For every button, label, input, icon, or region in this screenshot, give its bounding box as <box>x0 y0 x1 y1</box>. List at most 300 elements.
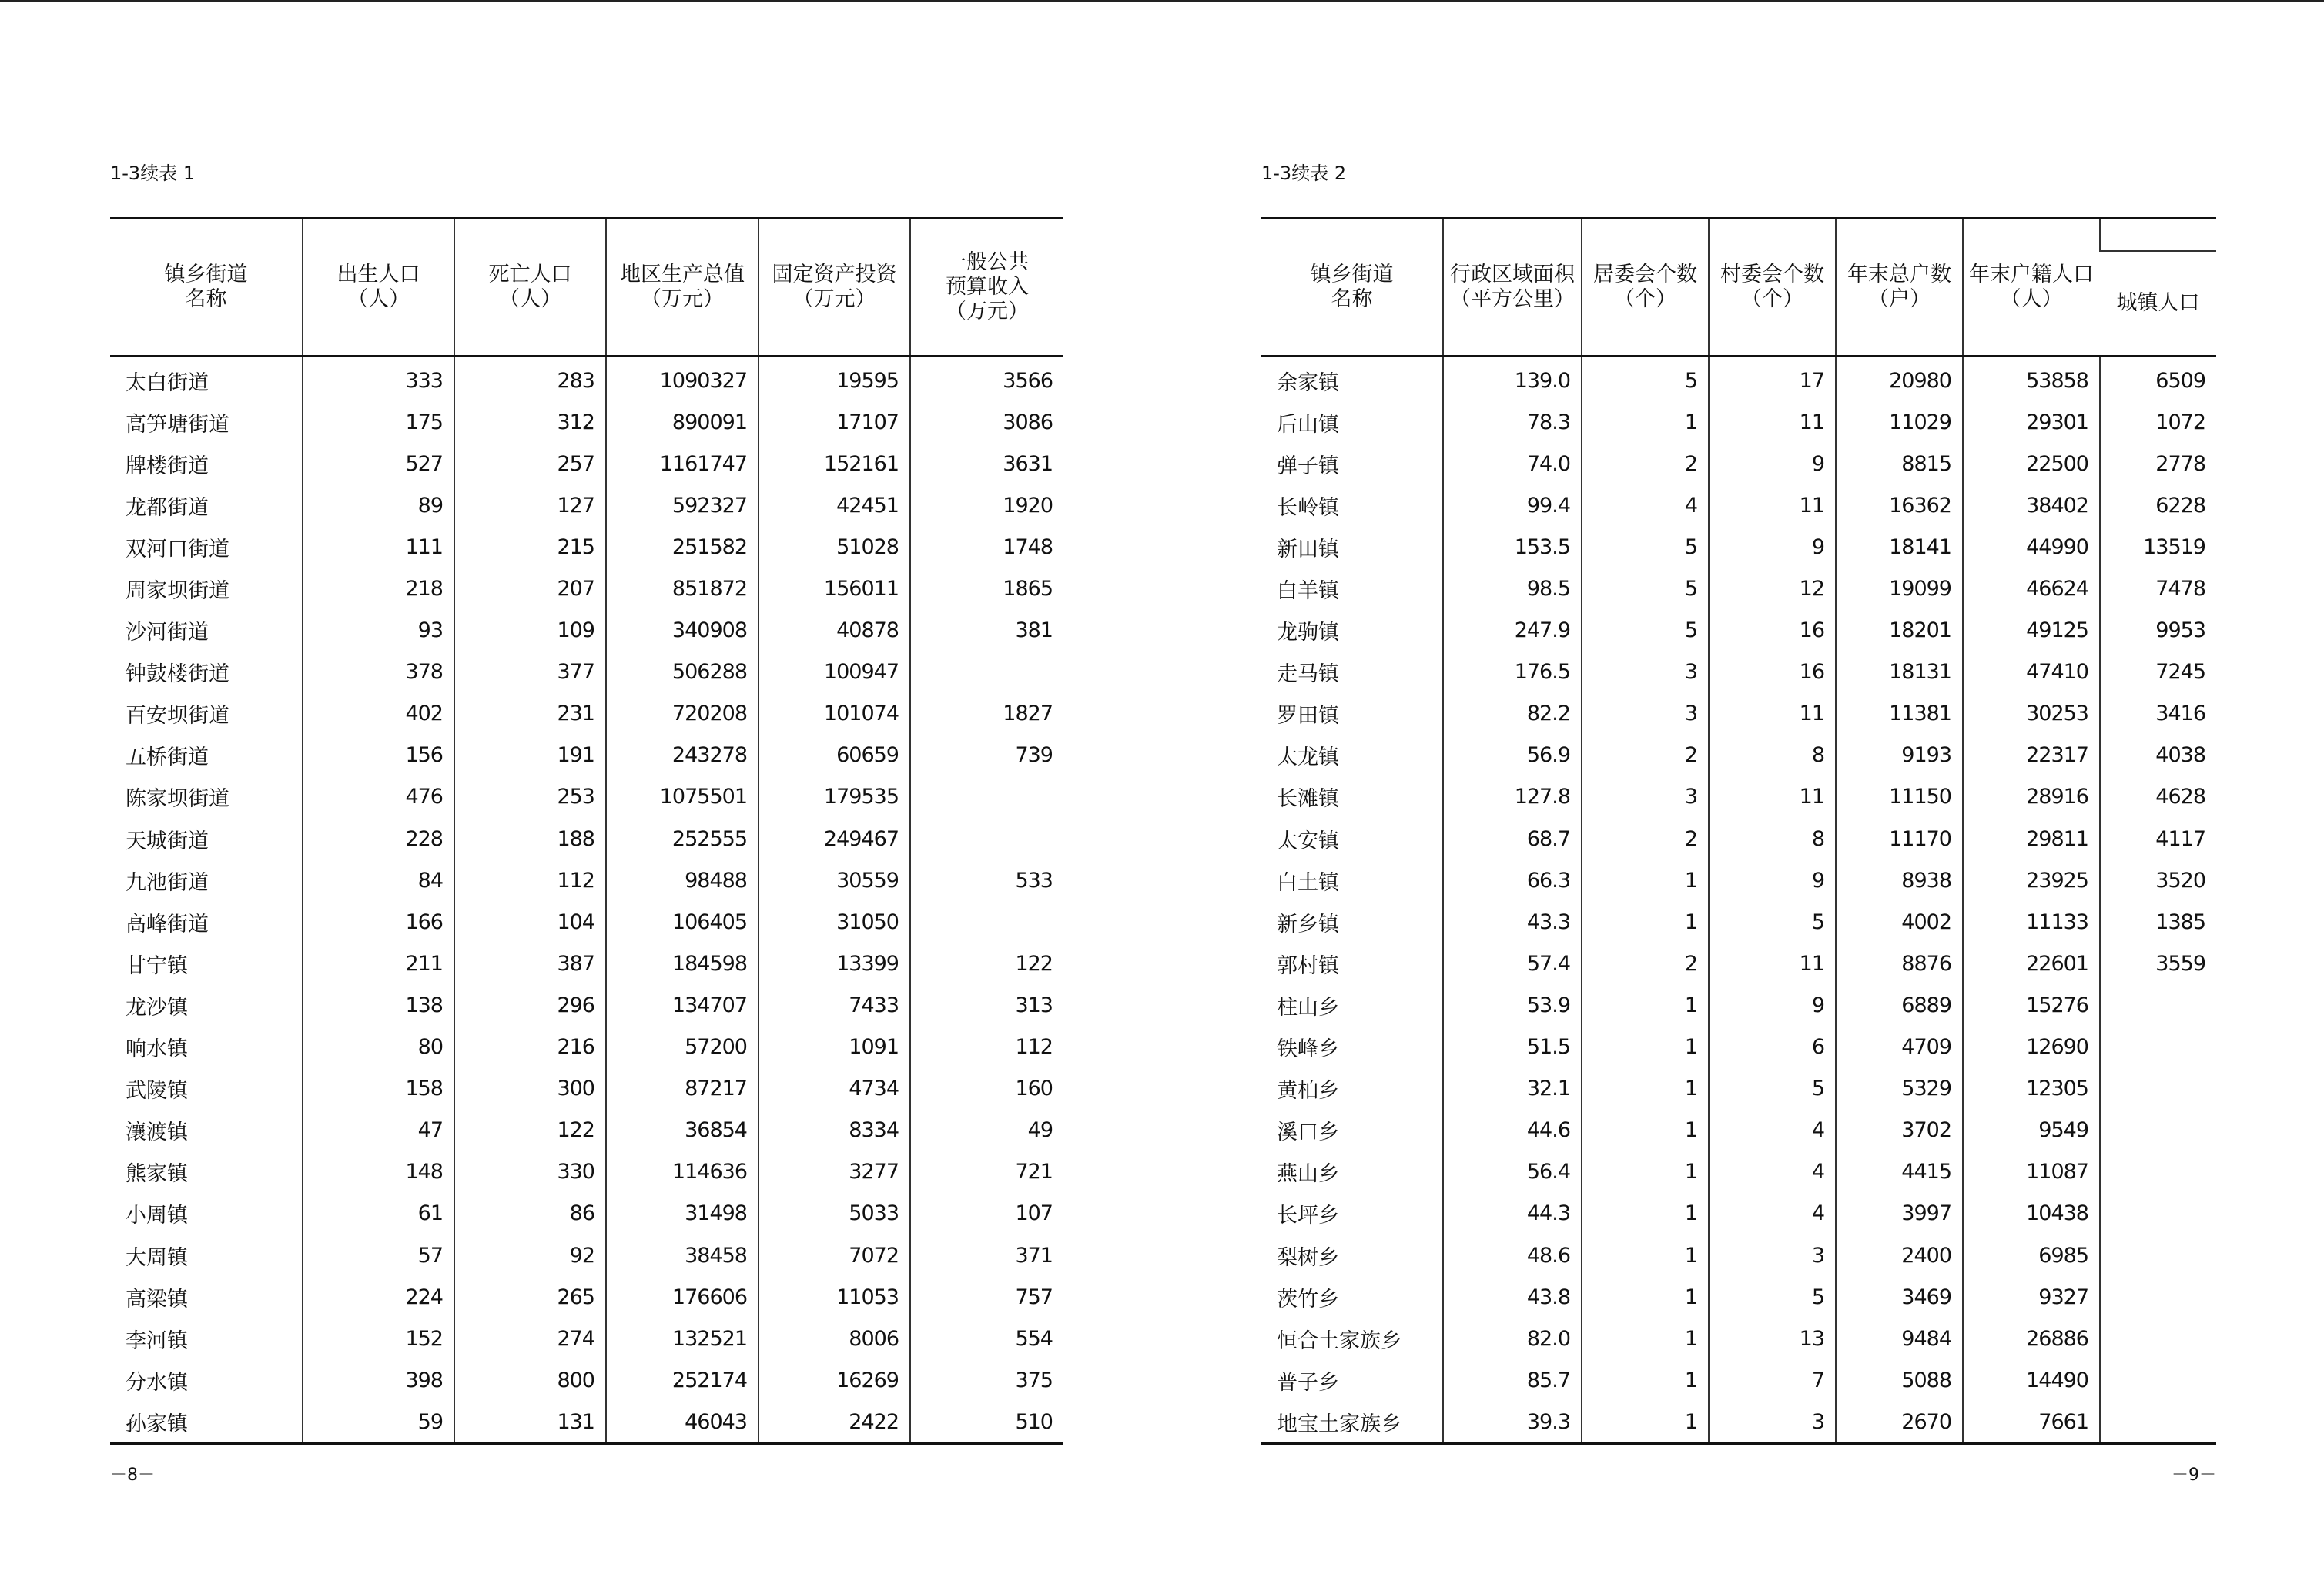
row-name-cell: 罗田镇 <box>1277 704 1339 729</box>
value-cell: 12 <box>1709 568 1836 609</box>
value-cell: 249467 <box>758 818 910 859</box>
table-row <box>110 1068 1063 1110</box>
value-cell: 15276 <box>1963 984 2100 1026</box>
value-cell: 160 <box>910 1068 1063 1110</box>
row-name-cell: 恒合土家族乡 <box>1277 1328 1401 1353</box>
value-cell: 1920 <box>910 484 1063 526</box>
value-cell: 5 <box>1709 1068 1836 1110</box>
value-cell <box>2100 1027 2216 1068</box>
value-cell: 11133 <box>1963 901 2100 943</box>
value-cell: 109 <box>454 610 606 652</box>
value-cell <box>910 901 1063 943</box>
row-name-cell: 白羊镇 <box>1277 579 1339 604</box>
value-cell: 53.9 <box>1443 984 1582 1026</box>
value-cell: 2 <box>1582 443 1709 484</box>
table-row <box>1261 1359 2216 1401</box>
value-cell: 1 <box>1582 1027 1709 1068</box>
value-cell: 92 <box>454 1235 606 1276</box>
value-cell: 5 <box>1582 610 1709 652</box>
value-cell: 3469 <box>1836 1276 1963 1318</box>
value-cell: 5033 <box>758 1193 910 1235</box>
value-cell: 51.5 <box>1443 1027 1582 1068</box>
value-cell: 104 <box>454 901 606 943</box>
value-cell: 98.5 <box>1443 568 1582 609</box>
value-cell: 166 <box>303 901 454 943</box>
value-cell: 12305 <box>1963 1068 2100 1110</box>
value-cell: 49 <box>910 1110 1063 1151</box>
value-cell: 16 <box>1709 610 1836 652</box>
column-header <box>454 219 606 357</box>
value-cell: 5 <box>1582 356 1709 401</box>
value-cell: 36854 <box>606 1110 758 1151</box>
value-cell: 1 <box>1582 401 1709 443</box>
value-cell: 112 <box>454 859 606 901</box>
value-cell: 158 <box>303 1068 454 1110</box>
value-cell <box>2100 984 2216 1026</box>
column-header-line: 镇乡街道 <box>1310 263 1394 286</box>
value-cell: 13399 <box>758 943 910 984</box>
value-cell: 38402 <box>1963 484 2100 526</box>
value-cell: 3086 <box>910 401 1063 443</box>
row-name-cell: 瀼渡镇 <box>126 1121 188 1145</box>
value-cell: 265 <box>454 1276 606 1318</box>
value-cell: 4628 <box>2100 776 2216 818</box>
column-header-line: 年末户籍人口 <box>1969 263 2094 286</box>
value-cell: 9 <box>1709 859 1836 901</box>
value-cell: 188 <box>454 818 606 859</box>
value-cell: 29811 <box>1963 818 2100 859</box>
value-cell: 11 <box>1709 693 1836 735</box>
value-cell: 68.7 <box>1443 818 1582 859</box>
row-name-cell: 郭村镇 <box>1277 953 1339 978</box>
value-cell: 8815 <box>1836 443 1963 484</box>
row-name-cell: 大周镇 <box>126 1245 188 1270</box>
table-row <box>110 401 1063 443</box>
row-name-cell: 高峰街道 <box>126 912 209 936</box>
value-cell: 381 <box>910 610 1063 652</box>
value-cell: 252174 <box>606 1359 758 1401</box>
statistics-table-right <box>1261 217 2216 1445</box>
value-cell: 53858 <box>1963 356 2100 401</box>
column-header-urban-population: 城镇人口 <box>2100 251 2216 356</box>
value-cell: 47410 <box>1963 652 2100 693</box>
value-cell: 1 <box>1582 1068 1709 1110</box>
row-name-cell: 弹子镇 <box>1277 454 1339 478</box>
row-name-cell: 武陵镇 <box>126 1079 188 1104</box>
value-cell: 207 <box>454 568 606 609</box>
value-cell: 82.2 <box>1443 693 1582 735</box>
value-cell: 253 <box>454 776 606 818</box>
statistics-table-left <box>110 217 1063 1445</box>
value-cell: 4 <box>1709 1110 1836 1151</box>
value-cell: 247.9 <box>1443 610 1582 652</box>
value-cell: 57 <box>303 1235 454 1276</box>
value-cell: 1072 <box>2100 401 2216 443</box>
value-cell: 3566 <box>910 356 1063 401</box>
value-cell: 9327 <box>1963 1276 2100 1318</box>
table-row <box>1261 1027 2216 1068</box>
value-cell: 8876 <box>1836 943 1963 984</box>
value-cell: 3416 <box>2100 693 2216 735</box>
value-cell: 11029 <box>1836 401 1963 443</box>
value-cell: 107 <box>910 1193 1063 1235</box>
value-cell: 66.3 <box>1443 859 1582 901</box>
value-cell: 49125 <box>1963 610 2100 652</box>
row-name-cell: 走马镇 <box>1277 662 1339 687</box>
value-cell: 85.7 <box>1443 1359 1582 1401</box>
table-row <box>1261 443 2216 484</box>
row-name-cell: 太龙镇 <box>1277 745 1339 770</box>
value-cell: 9484 <box>1836 1318 1963 1359</box>
value-cell: 51028 <box>758 526 910 568</box>
row-name-cell: 龙都街道 <box>126 495 209 520</box>
value-cell: 14490 <box>1963 1359 2100 1401</box>
value-cell: 800 <box>454 1359 606 1401</box>
table-row <box>1261 1068 2216 1110</box>
value-cell: 9 <box>1709 984 1836 1026</box>
value-cell: 132521 <box>606 1318 758 1359</box>
row-name-cell: 地宝土家族乡 <box>1261 1401 1443 1444</box>
row-name-cell: 百安坝街道 <box>126 704 229 729</box>
row-name-cell: 白土镇 <box>1277 870 1339 895</box>
value-cell <box>910 818 1063 859</box>
value-cell: 890091 <box>606 401 758 443</box>
value-cell: 11170 <box>1836 818 1963 859</box>
value-cell: 592327 <box>606 484 758 526</box>
value-cell: 6 <box>1709 1027 1836 1068</box>
value-cell: 80 <box>303 1027 454 1068</box>
row-name-cell: 茨竹乡 <box>1277 1287 1339 1312</box>
value-cell: 5 <box>1709 901 1836 943</box>
value-cell: 22500 <box>1963 443 2100 484</box>
table-row <box>1261 1151 2216 1193</box>
row-name-cell: 溪口乡 <box>1277 1121 1339 1145</box>
column-header-line: （万元） <box>792 287 876 311</box>
value-cell: 2778 <box>2100 443 2216 484</box>
value-cell: 251582 <box>606 526 758 568</box>
value-cell: 139.0 <box>1443 356 1582 401</box>
value-cell: 20980 <box>1836 356 1963 401</box>
value-cell: 283 <box>454 356 606 401</box>
column-header <box>303 219 454 357</box>
row-name-cell: 天城街道 <box>126 829 209 853</box>
value-cell: 1865 <box>910 568 1063 609</box>
column-header-line: （个） <box>1614 287 1676 311</box>
table-row <box>1261 776 2216 818</box>
value-cell: 5329 <box>1836 1068 1963 1110</box>
value-cell <box>2100 1068 2216 1110</box>
value-cell: 1075501 <box>606 776 758 818</box>
row-name-cell: 熊家镇 <box>126 1162 188 1187</box>
value-cell: 46624 <box>1963 568 2100 609</box>
value-cell: 153.5 <box>1443 526 1582 568</box>
value-cell: 402 <box>303 693 454 735</box>
value-cell: 122 <box>910 943 1063 984</box>
column-header <box>1963 219 2100 357</box>
value-cell: 11087 <box>1963 1151 2100 1193</box>
value-cell: 9 <box>1709 443 1836 484</box>
row-name-cell: 高梁镇 <box>126 1287 188 1312</box>
column-header <box>1582 219 1709 357</box>
value-cell: 257 <box>454 443 606 484</box>
value-cell: 8006 <box>758 1318 910 1359</box>
value-cell: 23925 <box>1963 859 2100 901</box>
column-header-line: 居委会个数 <box>1593 263 1697 286</box>
column-header-line: （个） <box>1741 287 1803 311</box>
row-name-cell: 长坪乡 <box>1277 1204 1339 1228</box>
value-cell: 26886 <box>1963 1318 2100 1359</box>
table-row <box>110 610 1063 652</box>
value-cell: 9 <box>1709 526 1836 568</box>
value-cell: 93 <box>303 610 454 652</box>
value-cell: 8 <box>1709 818 1836 859</box>
value-cell: 16362 <box>1836 484 1963 526</box>
column-header-line: 村委会个数 <box>1720 263 1824 286</box>
table-row <box>1261 610 2216 652</box>
top-border <box>0 0 2324 2</box>
value-cell: 721 <box>910 1151 1063 1193</box>
table-row <box>1261 818 2216 859</box>
value-cell: 11053 <box>758 1276 910 1318</box>
column-header-line: 预算收入 <box>946 275 1029 299</box>
value-cell <box>2100 1359 2216 1401</box>
value-cell: 61 <box>303 1193 454 1235</box>
table-row <box>1261 1110 2216 1151</box>
value-cell: 112 <box>910 1027 1063 1068</box>
column-header-line: （平方公里） <box>1450 287 1575 311</box>
value-cell <box>2100 1193 2216 1235</box>
value-cell: 114636 <box>606 1151 758 1193</box>
value-cell: 3 <box>1709 1401 1836 1444</box>
value-cell: 216 <box>454 1027 606 1068</box>
value-cell: 4038 <box>2100 735 2216 776</box>
value-cell: 7245 <box>2100 652 2216 693</box>
value-cell: 313 <box>910 984 1063 1026</box>
value-cell: 2670 <box>1836 1401 1963 1444</box>
value-cell: 1 <box>1582 1151 1709 1193</box>
value-cell: 40878 <box>758 610 910 652</box>
value-cell: 47 <box>303 1110 454 1151</box>
table-header-row <box>1261 219 2216 252</box>
value-cell: 2 <box>1582 943 1709 984</box>
table-row <box>110 652 1063 693</box>
value-cell: 8 <box>1709 735 1836 776</box>
table-row <box>1261 568 2216 609</box>
value-cell: 10438 <box>1963 1193 2100 1235</box>
table-row <box>1261 356 2216 401</box>
value-cell: 3702 <box>1836 1110 1963 1151</box>
value-cell: 4117 <box>2100 818 2216 859</box>
value-cell: 28916 <box>1963 776 2100 818</box>
value-cell <box>910 652 1063 693</box>
value-cell: 4002 <box>1836 901 1963 943</box>
column-header <box>1836 219 1963 357</box>
table-row <box>1261 1276 2216 1318</box>
row-name-cell: 新田镇 <box>1277 537 1339 561</box>
table-row <box>110 526 1063 568</box>
row-name-cell: 余家镇 <box>1277 370 1339 395</box>
value-cell: 224 <box>303 1276 454 1318</box>
value-cell: 44.3 <box>1443 1193 1582 1235</box>
row-name-cell: 后山镇 <box>1277 412 1339 437</box>
value-cell: 44990 <box>1963 526 2100 568</box>
value-cell: 527 <box>303 443 454 484</box>
value-cell: 152161 <box>758 443 910 484</box>
value-cell <box>2100 1401 2216 1444</box>
value-cell: 6985 <box>1963 1235 2100 1276</box>
value-cell: 7433 <box>758 984 910 1026</box>
table-row <box>1261 735 2216 776</box>
value-cell: 312 <box>454 401 606 443</box>
value-cell: 11150 <box>1836 776 1963 818</box>
value-cell: 16 <box>1709 652 1836 693</box>
value-cell: 131 <box>454 1401 606 1444</box>
column-header-line: 固定资产投资 <box>772 263 897 286</box>
value-cell: 39.3 <box>1443 1401 1582 1444</box>
table-row <box>110 1151 1063 1193</box>
table-row <box>110 1318 1063 1359</box>
value-cell: 59 <box>303 1401 454 1444</box>
value-cell: 2422 <box>758 1401 910 1444</box>
value-cell: 89 <box>303 484 454 526</box>
value-cell: 56.4 <box>1443 1151 1582 1193</box>
value-cell: 86 <box>454 1193 606 1235</box>
column-header <box>606 219 758 357</box>
row-name-cell: 五桥街道 <box>126 745 209 770</box>
value-cell: 274 <box>454 1318 606 1359</box>
column-header-line: 出生人口 <box>337 263 420 286</box>
table-row <box>110 356 1063 401</box>
row-name-cell: 双河口街道 <box>126 537 229 561</box>
value-cell: 98488 <box>606 859 758 901</box>
value-cell: 60659 <box>758 735 910 776</box>
table-row <box>1261 1318 2216 1359</box>
value-cell: 4 <box>1582 484 1709 526</box>
value-cell: 106405 <box>606 901 758 943</box>
value-cell: 127 <box>454 484 606 526</box>
value-cell: 3277 <box>758 1151 910 1193</box>
value-cell: 31498 <box>606 1193 758 1235</box>
value-cell: 533 <box>910 859 1063 901</box>
value-cell: 43.8 <box>1443 1276 1582 1318</box>
value-cell: 252555 <box>606 818 758 859</box>
value-cell: 300 <box>454 1068 606 1110</box>
value-cell: 1 <box>1582 984 1709 1026</box>
value-cell <box>2100 1151 2216 1193</box>
value-cell: 100947 <box>758 652 910 693</box>
value-cell: 156 <box>303 735 454 776</box>
value-cell: 78.3 <box>1443 401 1582 443</box>
value-cell: 11 <box>1709 484 1836 526</box>
value-cell: 57.4 <box>1443 943 1582 984</box>
column-header-line: 一般公共 <box>946 250 1029 274</box>
value-cell: 1 <box>1582 1359 1709 1401</box>
page-number: －8－ <box>110 1466 155 1485</box>
row-name-cell: 黄柏乡 <box>1277 1079 1339 1104</box>
value-cell <box>2100 1235 2216 1276</box>
value-cell: 11 <box>1709 776 1836 818</box>
table-row <box>1261 401 2216 443</box>
value-cell: 4734 <box>758 1068 910 1110</box>
value-cell: 11 <box>1709 943 1836 984</box>
table-row <box>1261 693 2216 735</box>
value-cell: 5 <box>1709 1276 1836 1318</box>
value-cell: 99.4 <box>1443 484 1582 526</box>
value-cell: 3 <box>1582 652 1709 693</box>
value-cell: 1 <box>1582 1193 1709 1235</box>
table-row <box>110 984 1063 1026</box>
value-cell: 184598 <box>606 943 758 984</box>
table-row <box>1261 1401 2216 1444</box>
value-cell: 1 <box>1582 1401 1709 1444</box>
row-name-cell: 九池街道 <box>126 870 209 895</box>
row-name-cell: 铁峰乡 <box>1277 1037 1339 1062</box>
table-row <box>1261 526 2216 568</box>
table-row <box>110 1359 1063 1401</box>
value-cell: 6228 <box>2100 484 2216 526</box>
row-name-cell: 梨树乡 <box>1277 1245 1339 1270</box>
row-name-cell: 周家坝街道 <box>126 579 229 604</box>
value-cell: 7 <box>1709 1359 1836 1401</box>
value-cell: 152 <box>303 1318 454 1359</box>
column-header-line: 地区生产总值 <box>620 263 745 286</box>
value-cell: 757 <box>910 1276 1063 1318</box>
column-header-line: （人） <box>347 287 410 311</box>
row-name-cell: 普子乡 <box>1277 1370 1339 1395</box>
row-name-cell: 长岭镇 <box>1277 495 1339 520</box>
value-cell: 720208 <box>606 693 758 735</box>
value-cell: 1 <box>1582 1276 1709 1318</box>
table-row <box>110 1235 1063 1276</box>
value-cell <box>910 776 1063 818</box>
value-cell: 4415 <box>1836 1151 1963 1193</box>
column-header-line: （人） <box>499 287 561 311</box>
value-cell: 1 <box>1582 901 1709 943</box>
table-row <box>1261 984 2216 1026</box>
value-cell: 9953 <box>2100 610 2216 652</box>
column-header-line: 名称 <box>1331 287 1373 311</box>
value-cell: 7661 <box>1963 1401 2100 1444</box>
row-name-cell: 长滩镇 <box>1277 787 1339 812</box>
value-cell: 84 <box>303 859 454 901</box>
column-header <box>758 219 910 357</box>
table-header-row <box>110 219 1063 357</box>
value-cell: 43.3 <box>1443 901 1582 943</box>
row-name-cell: 牌楼街道 <box>126 454 209 478</box>
value-cell: 1385 <box>2100 901 2216 943</box>
value-cell: 371 <box>910 1235 1063 1276</box>
value-cell: 333 <box>303 356 454 401</box>
table-row <box>1261 1235 2216 1276</box>
value-cell: 218 <box>303 568 454 609</box>
value-cell <box>2100 1110 2216 1151</box>
column-group-header <box>2100 219 2216 252</box>
row-name-cell: 新乡镇 <box>1277 912 1339 936</box>
row-name-cell: 孙家镇 <box>110 1401 303 1444</box>
value-cell: 191 <box>454 735 606 776</box>
value-cell: 7478 <box>2100 568 2216 609</box>
table-row <box>1261 859 2216 901</box>
value-cell: 476 <box>303 776 454 818</box>
value-cell: 375 <box>910 1359 1063 1401</box>
table-row <box>1261 901 2216 943</box>
value-cell: 176.5 <box>1443 652 1582 693</box>
value-cell: 8334 <box>758 1110 910 1151</box>
value-cell: 5 <box>1582 568 1709 609</box>
value-cell: 215 <box>454 526 606 568</box>
value-cell: 87217 <box>606 1068 758 1110</box>
value-cell: 3997 <box>1836 1193 1963 1235</box>
